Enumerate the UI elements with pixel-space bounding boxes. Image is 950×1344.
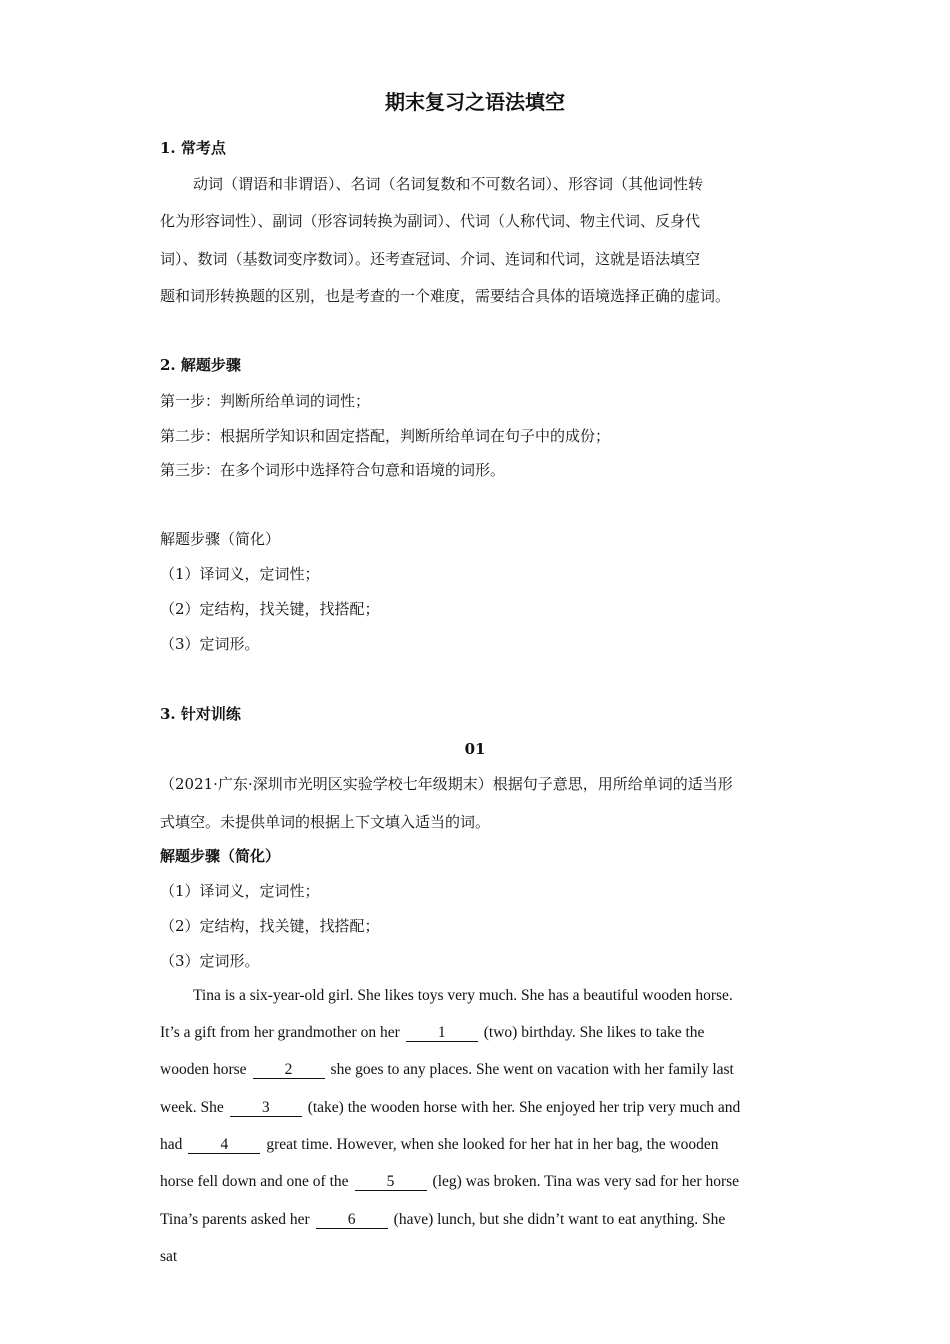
passage-line — [160, 1135, 719, 1155]
passage-text: week. She — [160, 1099, 224, 1116]
simplified-item: （3）定词形。 — [160, 635, 260, 653]
passage-text: had — [160, 1136, 183, 1153]
passage-text: wooden horse — [160, 1061, 247, 1078]
blank-2[interactable]: 2 — [253, 1061, 325, 1079]
passage-text: (take) the wooden horse with her. She enjoyed her trip very much and — [307, 1099, 741, 1116]
section-1-line: 词）、数词（基数词变序数词）。还考查冠词、介词、连词和代词，这就是语法填空 — [160, 250, 701, 268]
passage-text: It’s a gift from her grandmother on her — [160, 1024, 400, 1041]
passage-text: she goes to any places. She went on vacation with her family last — [330, 1061, 734, 1078]
passage-line: Tina is a six-year-old girl. She likes toys very much. She has a beautiful wooden horse. — [193, 987, 733, 1004]
passage-text: (leg) was broken. Tina was very sad for her horse — [432, 1173, 740, 1190]
passage-line — [160, 1098, 740, 1118]
passage-line: sat — [160, 1248, 178, 1265]
passage-text: great time. However, when she looked for her hat in her bag, the wooden — [266, 1136, 719, 1153]
passage-line — [160, 1172, 739, 1192]
passage-line — [160, 1210, 725, 1230]
exercise-source: 式填空。未提供单词的根据上下文填入适当的词。 — [160, 813, 491, 831]
step-3: 第三步：在多个词形中选择符合句意和语境的词形。 — [160, 461, 506, 479]
passage-text: Tina’s parents asked her — [160, 1211, 310, 1228]
simplified-item: （2）定结构，找关键，找搭配； — [160, 600, 380, 618]
passage-text: (two) birthday. She likes to take the — [483, 1024, 705, 1041]
simplified-item: （1）译词义，定词性； — [160, 565, 320, 583]
blank-4[interactable]: 4 — [188, 1136, 260, 1154]
passage-line — [160, 1023, 704, 1043]
exercise-number: 01 — [464, 740, 486, 758]
section-3-heading: 3. 针对训练 — [160, 705, 241, 723]
step-2: 第二步：根据所学知识和固定搭配，判断所给单词在句子中的成份； — [160, 427, 611, 445]
step-1: 第一步：判断所给单词的词性； — [160, 392, 371, 410]
exercise-simplified-title: 解题步骤（简化） — [160, 847, 281, 865]
section-1-line: 化为形容词性）、副词（形容词转换为副词）、代词（人称代词、物主代词、反身代 — [160, 212, 701, 230]
blank-6[interactable]: 6 — [316, 1211, 388, 1229]
blank-1[interactable]: 1 — [406, 1024, 478, 1042]
section-1-line: 动词（谓语和非谓语）、名词（名词复数和不可数名词）、形容词（其他词性转 — [193, 175, 704, 193]
blank-3[interactable]: 3 — [230, 1099, 302, 1117]
passage-text: horse fell down and one of the — [160, 1173, 349, 1190]
exercise-simplified-item: （3）定词形。 — [160, 952, 260, 970]
passage-line — [160, 1060, 734, 1080]
section-1-heading: 1. 常考点 — [160, 139, 226, 157]
section-2-heading: 2. 解题步骤 — [160, 356, 241, 374]
page-title: 期末复习之语法填空 — [385, 90, 565, 114]
blank-5[interactable]: 5 — [355, 1173, 427, 1191]
exercise-simplified-item: （1）译词义，定词性； — [160, 882, 320, 900]
section-1-line: 题和词形转换题的区别，也是考查的一个难度，需要结合具体的语境选择正确的虚词。 — [160, 287, 731, 305]
exercise-source: （2021·广东·深圳市光明区实验学校七年级期末）根据句子意思，用所给单词的适当形 — [160, 775, 733, 793]
passage-text: (have) lunch, but she didn’t want to eat anything. She — [393, 1211, 726, 1228]
exercise-simplified-item: （2）定结构，找关键，找搭配； — [160, 917, 380, 935]
simplified-title: 解题步骤（简化） — [160, 530, 281, 548]
